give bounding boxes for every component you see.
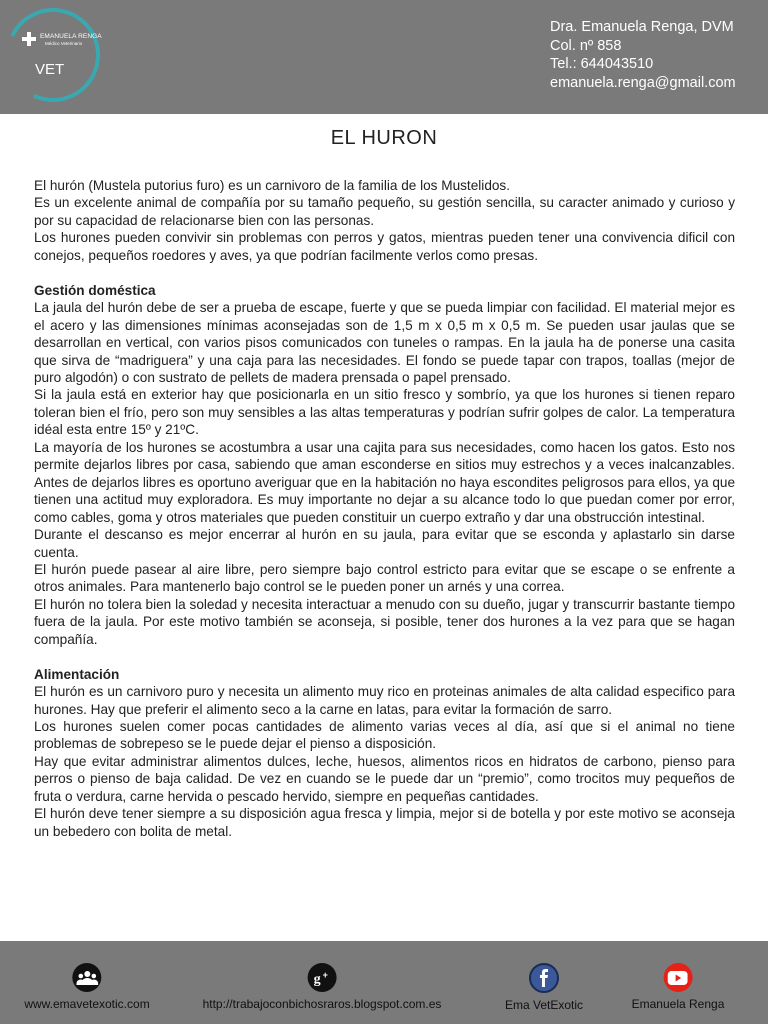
gestion-paragraph: El hurón no tolera bien la soledad y necesita interactuar a menudo con su dueño, jugar y transcurrir bastante tiempo fuera de la jaula. Por este motivo también se aconseja, si posible, tener dos hurones a la vez para que se hagan compañía. [34,596,735,647]
gestion-paragraph: El hurón puede pasear al aire libre, pero siempre bajo control estricto para evitar que se escape o se enfrente a otros animales. Para mantenerlo bajo control se le pueden poner un arnés y una correa. [34,561,735,595]
contact-college-number: Col. nº 858 [550,37,622,54]
contact-email[interactable]: emanuela.renga@gmail.com [550,74,736,91]
section-heading-alimentacion: Alimentación [34,666,120,682]
gestion-paragraph: La mayoría de los hurones se acostumbra a usar una cajita para sus necesidades, como hacen los gatos. Esto nos permite dejarlos libres por casa, sabiendo que aman esconderse en sitios muy estrechos y a veces inalcanzables. Antes de dejarlos libres es oportuno averiguar que en la habitación no haya escondites peligrosos para ellos, ya que tienen una actitud muy exploradora. Es muy importante no dejar a su alcance todo lo que puedan comer por error, como cables, goma y otros materiales que pueden constituir un cuerpo extraño y dar una obstrucción intestinal. [34,439,735,525]
footer-link-youtube[interactable] [632,941,725,1024]
clinic-logo [2,4,102,104]
footer-link-blog[interactable] [203,941,442,1024]
gestion-paragraph: Durante el descanso es mejor encerrar al hurón en su jaula, para evitar que se esconda y aplastarlo sin darse cuenta. [34,527,735,560]
logo-vet-text: VET [35,61,65,78]
document-title: EL HURON [330,127,438,149]
footer-link-website[interactable] [24,941,149,1024]
footer-label: Ema VetExotic [504,998,584,1012]
gestion-paragraph: La jaula del hurón debe de ser a prueba de escape, fuerte y que se pueda limpiar con facilidad. El material mejor es el acero y las dimensiones mínimas aconsejadas son de 1,5 m x 0,5 m x 0,5 m. Se pueden usar jaulas que se desarrollan en vertical, con varios pisos comunicados con tuneles o rampas. En la jaula ha de ponerse una casita que sirva de “madriguera” y una caja para las necesidades. El fondo se puede tapar con trapos, toallas (mejor de puro algodón) o con sustrato de pellets de madera prensada o papel prensado. [34,300,735,385]
alimentacion-paragraph: Los hurones suelen comer pocas cantidades de alimento varias veces al día, así que si el animal no tiene problemas de sobrepeso se le puede dejar el pienso a disposición. [34,719,735,752]
contact-name: Dra. Emanuela Renga, DVM [550,19,734,35]
contact-block [550,18,736,92]
footer-label: Emanuela Renga [631,997,725,1011]
alimentacion-paragraph: El hurón deve tener siempre a su disposición agua fresca y limpia, mejor si de botella y por este motivo se aconseja un bebedero con bolita de metal. [34,806,735,839]
intro-paragraph: Los hurones pueden convivir sin problemas con perros y gatos, mientras pueden tener una convivencia dificil con conejos, pequeños roedores y aves, ya que podrían facilmente verlos como presas. [34,230,735,263]
logo-ring-icon [0,0,113,115]
section-heading-gestion: Gestión doméstica [34,282,156,298]
alimentacion-paragraph: El hurón es un carnivoro puro y necesita un alimento muy rico en proteinas animales de alta calidad especifico para hurones. Hay que preferir el alimento seco a la carne en latas, para evitar la formación de sarro. [34,684,735,717]
google-plus-icon [308,963,337,992]
alimentacion-paragraph: Hay que evitar administrar alimentos dulces, leche, huesos, alimentos ricos en hidratos de carbono, pienso para perros o pienso de baja calidad. De vez en cuando se le puede dar un “premio”, como trocitos muy pequeños de fruta o verdura, carne hervida o pescado hervido, siempre en pequeñas cantidades. [34,753,735,804]
logo-subtitle: Médico Veterinario [45,41,83,46]
svg-text:g: g [314,971,321,986]
intro-paragraph: Es un excelente animal de compañía por su tamaño pequeño, su gestión sencilla, su caracter animado y curioso y por su capacidad de relacionarse bien con las personas. [34,195,735,228]
contact-phone[interactable]: Tel.: 644043510 [550,56,654,72]
logo-name: EMANUELA RENGA [40,33,102,40]
footer-label: www.emavetexotic.com [24,997,150,1011]
community-icon [73,963,102,992]
gestion-paragraph: Si la jaula está en exterior hay que posicionarla en un sitio fresco y sombrío, ya que los hurones si tienen reparo toleran bien el frío, pero son muy sensibles a las altas temperaturas y podrían sufrir golpes de calor. La temperatura idéal esta entre 15º y 21ºC. [34,387,735,438]
footer-label: http://trabajoconbichosraros.blogspot.com.es [202,997,442,1011]
header-band [0,0,768,114]
medical-cross-icon [22,32,36,46]
footer-link-facebook[interactable] [505,941,583,1024]
footer-band [0,941,768,1024]
svg-text:+: + [323,969,329,980]
youtube-icon [663,963,692,992]
document-body [34,177,735,840]
intro-paragraph: El hurón (Mustela putorius furo) es un carnivoro de la familia de los Mustelidos. [34,178,511,193]
facebook-icon [529,963,559,993]
